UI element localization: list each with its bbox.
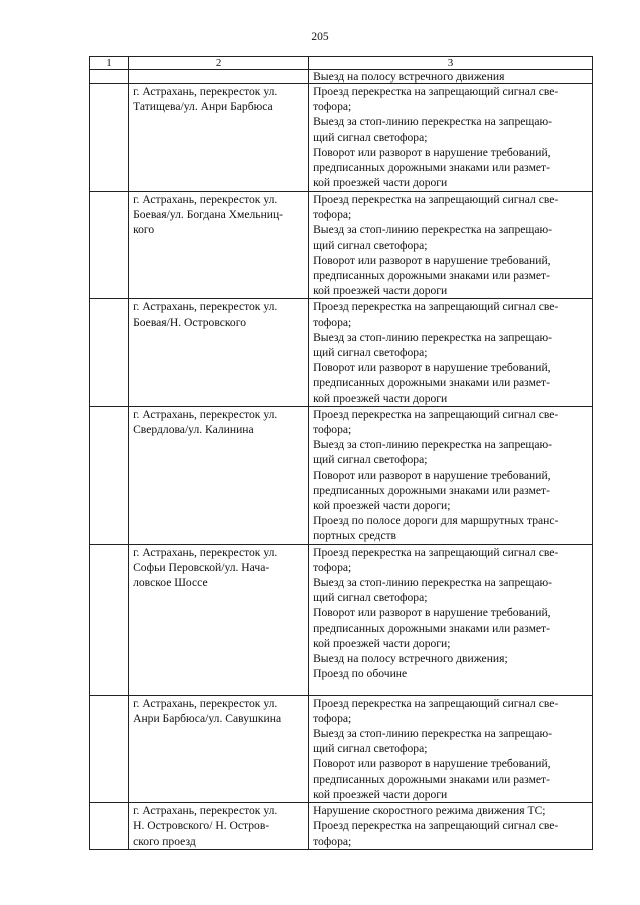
violations-cell (309, 84, 593, 192)
location-line: ского проезд (133, 834, 196, 848)
location-line: Н. Островского/ Н. Остров- (133, 819, 270, 833)
violation-line: предписанных дорожными знаками или размет- (313, 483, 550, 497)
violation-line: Выезд за стоп-линию перекрестка на запрещаю- (313, 330, 552, 344)
violation-line: щий сигнал светофора; (313, 591, 428, 605)
violation-line: предписанных дорожными знаками или размет- (313, 161, 550, 175)
location-line: г. Астрахань, перекресток ул. (133, 193, 278, 206)
violation-line: Проезд перекрестка на запрещающий сигнал све- (313, 696, 559, 710)
violation-line: Проезд перекрестка на запрещающий сигнал све- (313, 300, 559, 314)
violation-line: кой проезжей части дороги (313, 176, 448, 190)
row-number-cell (90, 299, 129, 406)
table-row (90, 803, 593, 850)
violations-cell (309, 544, 593, 695)
violation-line: щий сигнал светофора; (313, 453, 428, 467)
location-line: Свердлова/ул. Калинина (133, 423, 254, 437)
violation-line: предписанных дорожными знаками или размет- (313, 376, 550, 390)
violation-line: кой проезжей части дороги; (313, 636, 451, 650)
location-line: Софьи Перовской/ул. Нача- (133, 560, 270, 574)
violation-line: Поворот или разворот в нарушение требований, (313, 468, 551, 482)
row-number-cell (90, 695, 129, 802)
violation-line: кой проезжей части дороги; (313, 499, 451, 513)
violation-line: щий сигнал светофора; (313, 130, 428, 144)
violation-line: предписанных дорожными знаками или размет- (313, 269, 550, 283)
violation-line: тофора; (313, 560, 352, 574)
column-header-3: 3 (309, 57, 593, 70)
violation-line: щий сигнал светофора; (313, 742, 428, 756)
location-cell (129, 299, 309, 406)
location-line: г. Астрахань, перекресток ул. (133, 407, 278, 421)
violation-line: портных средств (313, 529, 397, 543)
violation-line: тофора; (313, 100, 352, 114)
column-header-2: 2 (129, 57, 309, 70)
violation-line: Поворот или разворот в нарушение требований, (313, 606, 551, 620)
location-cell (129, 70, 309, 84)
location-line: г. Астрахань, перекресток ул. (133, 545, 278, 559)
violations-table (89, 56, 593, 850)
violation-line: Выезд за стоп-линию перекрестка на запрещаю- (313, 223, 552, 237)
violation-line: Поворот или разворот в нарушение требований, (313, 145, 551, 159)
location-cell (129, 544, 309, 695)
violation-line: Поворот или разворот в нарушение требований, (313, 253, 551, 267)
row-number-cell (90, 70, 129, 84)
violation-line: тофора; (313, 315, 352, 329)
violation-line: Поворот или разворот в нарушение требований, (313, 361, 551, 375)
violation-line: Проезд перекрестка на запрещающий сигнал све- (313, 193, 559, 206)
table-row (90, 695, 593, 802)
violation-line: Выезд за стоп-линию перекрестка на запрещаю- (313, 727, 552, 741)
row-number-cell (90, 803, 129, 850)
violations-cell (309, 192, 593, 299)
location-line: Анри Барбюса/ул. Савушкина (133, 711, 282, 725)
violation-line: щий сигнал светофора; (313, 346, 428, 360)
violation-line: кой проезжей части дороги (313, 391, 448, 405)
violation-line: Проезд перекрестка на запрещающий сигнал све- (313, 407, 559, 421)
violation-line: Поворот или разворот в нарушение требований, (313, 757, 551, 771)
table-body (90, 57, 593, 850)
table-row (90, 84, 593, 192)
table-row (90, 299, 593, 406)
location-line: кого (133, 223, 155, 237)
violation-line: Нарушение скоростного режима движения ТС; (313, 804, 546, 818)
violation-line: Выезд за стоп-линию перекрестка на запрещаю- (313, 576, 552, 590)
violation-line: тофора; (313, 208, 352, 222)
location-line: г. Астрахань, перекресток ул. (133, 696, 278, 710)
location-cell (129, 406, 309, 544)
location-line: Татищева/ул. Анри Барбюса (133, 100, 273, 114)
table-row (90, 192, 593, 299)
column-header-1: 1 (90, 57, 129, 70)
row-number-cell (90, 192, 129, 299)
violation-line: Выезд за стоп-линию перекрестка на запрещаю- (313, 115, 552, 129)
continuation-text: Выезд на полосу встречного движения (309, 70, 593, 84)
table-header-row (90, 57, 593, 70)
location-line: Боевая/ул. Богдана Хмельниц- (133, 208, 284, 222)
violation-line: Выезд на полосу встречного движения; (313, 652, 508, 666)
table-row (90, 406, 593, 544)
row-number-cell (90, 406, 129, 544)
location-line: г. Астрахань, перекресток ул. (133, 85, 278, 98)
violations-cell (309, 803, 593, 850)
location-cell (129, 192, 309, 299)
location-line: Боевая/Н. Островского (133, 315, 246, 329)
violation-line: Проезд по обочине (313, 667, 408, 681)
location-line: г. Астрахань, перекресток ул. (133, 300, 278, 314)
violation-line: Проезд перекрестка на запрещающий сигнал све- (313, 819, 559, 833)
table-row (90, 544, 593, 695)
violation-line: тофора; (313, 711, 352, 725)
violations-cell (309, 406, 593, 544)
violation-line: предписанных дорожными знаками или размет- (313, 621, 550, 635)
row-number-cell (90, 84, 129, 192)
page-number: 205 (311, 31, 329, 43)
violation-line: Проезд по полосе дороги для маршрутных транс- (313, 514, 559, 528)
violations-cell (309, 299, 593, 406)
violations-cell (309, 695, 593, 802)
violation-line: кой проезжей части дороги (313, 787, 448, 801)
location-line: ловское Шоссе (133, 576, 208, 590)
violation-line: щий сигнал светофора; (313, 238, 428, 252)
violation-line: Проезд перекрестка на запрещающий сигнал све- (313, 85, 559, 98)
continuation-row (90, 70, 593, 84)
violation-line: кой проезжей части дороги (313, 284, 448, 298)
row-number-cell (90, 544, 129, 695)
location-line: г. Астрахань, перекресток ул. (133, 804, 278, 818)
violation-line: тофора; (313, 423, 352, 437)
location-cell (129, 84, 309, 192)
violation-line: Проезд перекрестка на запрещающий сигнал све- (313, 545, 559, 559)
location-cell (129, 803, 309, 850)
violation-line: Выезд за стоп-линию перекрестка на запрещаю- (313, 438, 552, 452)
location-cell (129, 695, 309, 802)
violation-line: тофора; (313, 834, 352, 848)
violation-line: предписанных дорожными знаками или размет- (313, 772, 550, 786)
